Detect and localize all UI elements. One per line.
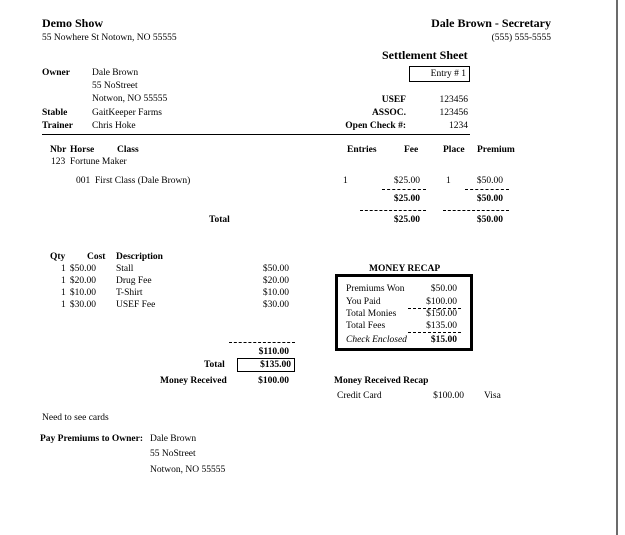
- col-class: Class: [117, 145, 139, 155]
- payment-method: Credit Card: [337, 391, 382, 401]
- recap-rule: [408, 332, 461, 333]
- class-fee: $25.00: [393, 176, 420, 186]
- owner-city: Notwon, NO 55555: [92, 94, 168, 104]
- payee-street: 55 NoStreet: [150, 449, 196, 459]
- col-entries: Entries: [347, 145, 377, 155]
- class-nbr: 001: [76, 176, 91, 186]
- check-enclosed-label: Check Enclosed: [346, 335, 407, 345]
- class-name: First Class (Dale Brown): [95, 176, 191, 186]
- fees-total-label: Total: [204, 360, 225, 370]
- fee-description: USEF Fee: [116, 300, 156, 310]
- recap-value: $150.00: [426, 309, 457, 319]
- stable-label: Stable: [42, 108, 68, 118]
- class-place: 1: [446, 176, 451, 186]
- owner-street: 55 NoStreet: [92, 81, 138, 91]
- class-entries: 1: [343, 176, 348, 186]
- fee-qty: 1: [61, 264, 66, 274]
- fee-cost: $30.00: [69, 300, 96, 310]
- col-qty: Qty: [50, 252, 66, 262]
- premium-subtotal-rule: [465, 189, 509, 190]
- recap-label: Premiums Won: [346, 284, 405, 294]
- money-received-recap-title: Money Received Recap: [334, 376, 429, 386]
- money-received-label: Money Received: [160, 376, 227, 386]
- premium-subtotal: $50.00: [476, 194, 503, 204]
- recap-label: Total Fees: [346, 321, 386, 331]
- fee-amount: $50.00: [262, 264, 289, 274]
- fee-subtotal: $25.00: [393, 194, 420, 204]
- premium-total: $50.00: [476, 215, 503, 225]
- money-received-amount: $100.00: [258, 376, 289, 386]
- col-fee: Fee: [404, 145, 419, 155]
- payee-city: Notwon, NO 55555: [150, 465, 226, 475]
- col-place: Place: [443, 145, 465, 155]
- col-horse: Horse: [70, 145, 95, 155]
- check-enclosed-value: $15.00: [430, 335, 457, 345]
- fee-cost: $20.00: [69, 276, 96, 286]
- horse-nbr: 123: [51, 157, 66, 167]
- show-address: 55 Nowhere St Notown, NO 55555: [42, 33, 177, 43]
- fee-description: Drug Fee: [116, 276, 152, 286]
- col-cost: Cost: [87, 252, 106, 262]
- secretary-name: Dale Brown - Secretary: [431, 16, 551, 30]
- trainer-value: Chris Hoke: [92, 121, 136, 131]
- recap-value: $135.00: [426, 321, 457, 331]
- stable-value: GaitKeeper Farms: [92, 108, 162, 118]
- premium-total-rule: [443, 210, 509, 211]
- fee-qty: 1: [61, 276, 66, 286]
- fees-subtotal: $110.00: [258, 347, 289, 357]
- payment-type: Visa: [484, 391, 501, 401]
- entry-number-box: [409, 66, 470, 82]
- payment-amount: $100.00: [433, 391, 464, 401]
- open-check-label: Open Check #:: [345, 121, 406, 131]
- usef-value: 123456: [439, 95, 468, 105]
- sheet-title: Settlement Sheet: [382, 48, 468, 62]
- fees-total-box: [237, 358, 295, 372]
- recap-value: $100.00: [426, 297, 457, 307]
- trainer-label: Trainer: [42, 121, 73, 131]
- assoc-label: ASSOC.: [371, 108, 406, 118]
- fee-description: T-Shirt: [116, 288, 143, 298]
- fee-amount: $20.00: [262, 276, 289, 286]
- fees-total: $135.00: [260, 360, 291, 370]
- entries-total-label: Total: [209, 215, 230, 225]
- assoc-value: 123456: [439, 108, 468, 118]
- fee-amount: $30.00: [262, 300, 289, 310]
- secretary-phone: (555) 555-5555: [491, 33, 551, 43]
- fee-cost: $50.00: [69, 264, 96, 274]
- fee-total-rule: [360, 210, 426, 211]
- recap-label: You Paid: [346, 297, 381, 307]
- fee-qty: 1: [61, 288, 66, 298]
- fee-total: $25.00: [393, 215, 420, 225]
- note: Need to see cards: [42, 413, 109, 423]
- usef-label: USEF: [381, 95, 406, 105]
- money-recap-title: MONEY RECAP: [369, 264, 441, 274]
- col-premium: Premium: [477, 145, 515, 155]
- entry-number: Entry # 1: [430, 69, 466, 79]
- fee-description: Stall: [116, 264, 134, 274]
- recap-label: Total Monies: [346, 309, 397, 319]
- fee-qty: 1: [61, 300, 66, 310]
- col-description: Description: [116, 252, 163, 262]
- fees-subtotal-rule: [229, 342, 295, 343]
- pay-premiums-label: Pay Premiums to Owner:: [40, 434, 143, 444]
- fee-cost: $10.00: [69, 288, 96, 298]
- show-name: Demo Show: [42, 16, 104, 30]
- owner-name: Dale Brown: [92, 68, 139, 78]
- horse-name: Fortune Maker: [70, 157, 127, 167]
- open-check-value: 1234: [449, 121, 468, 131]
- fee-amount: $10.00: [262, 288, 289, 298]
- col-nbr: Nbr: [50, 145, 67, 155]
- money-recap-box: [335, 274, 473, 351]
- owner-label: Owner: [42, 68, 70, 78]
- header-divider: [42, 134, 470, 135]
- class-premium: $50.00: [476, 176, 503, 186]
- payee-name: Dale Brown: [150, 434, 197, 444]
- fee-subtotal-rule: [382, 189, 426, 190]
- recap-value: $50.00: [430, 284, 457, 294]
